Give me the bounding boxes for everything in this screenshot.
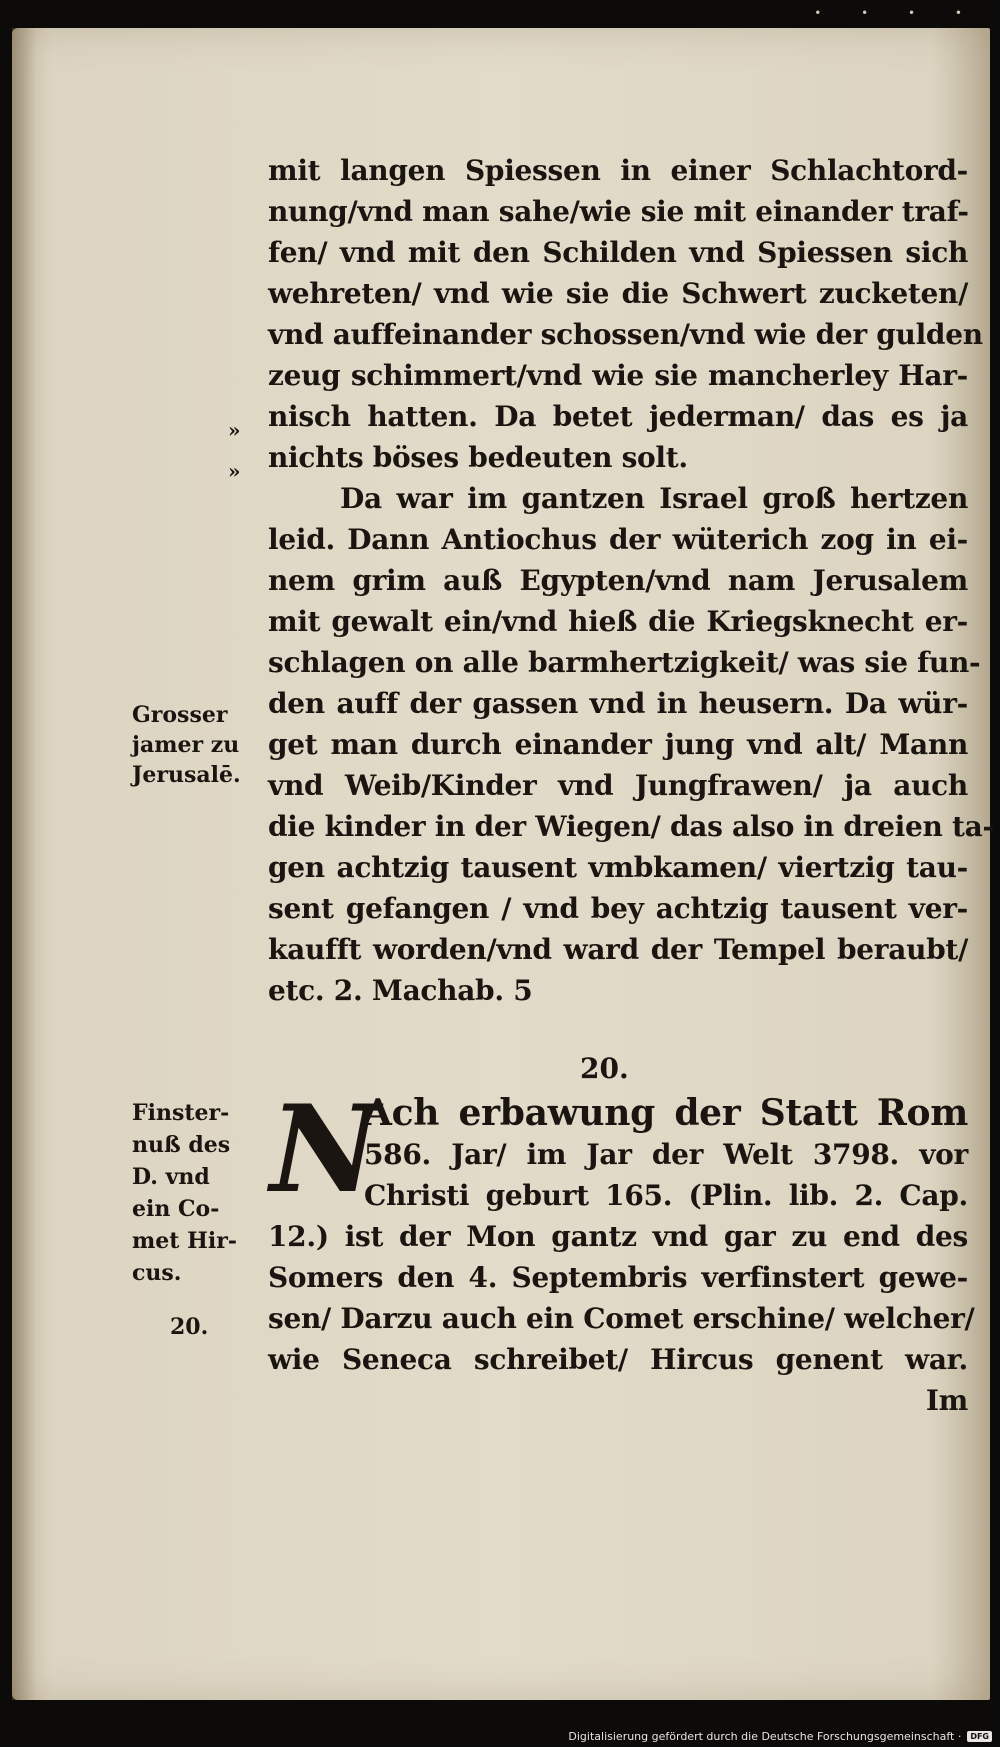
text-line: die kinder in der Wiegen/ das also in dreien ta- xyxy=(268,810,994,843)
chapter-number: 20. xyxy=(580,1052,629,1085)
text-line: kaufft worden/vnd ward der Tempel beraubt/ xyxy=(268,933,968,966)
text-line: Da war im gantzen Israel groß hertzen xyxy=(340,482,968,515)
text-line: Somers den 4. Septembris verfinstert gewe- xyxy=(268,1261,968,1294)
drop-cap: N xyxy=(270,1079,380,1220)
text-line: mit gewalt ein/vnd hieß die Kriegsknecht er- xyxy=(268,605,968,638)
text-line: nung/vnd man sahe/wie sie mit einander traf- xyxy=(268,195,969,228)
margin-note-line: D. vnd xyxy=(132,1164,210,1190)
text-line: den auff der gassen vnd in heusern. Da wür- xyxy=(268,687,968,720)
text-line: Ach erbawung der Statt Rom xyxy=(364,1092,968,1134)
dfg-logo: DFG xyxy=(967,1731,992,1742)
text-line: schlagen on alle barmhertzigkeit/ was sie fun- xyxy=(268,646,981,679)
text-line: nisch hatten. Da betet jederman/ das es ja xyxy=(268,400,968,433)
text-line: sent gefangen / vnd bey achtzig tausent ver- xyxy=(268,892,968,925)
text-line: zeug schimmert/vnd wie sie mancherley Har- xyxy=(268,359,968,392)
margin-note-line: Finster- xyxy=(132,1100,230,1126)
scan-edge-dots: • • • • xyxy=(814,6,980,20)
main-text-block xyxy=(268,150,994,1011)
page-gutter-shadow xyxy=(12,28,36,1700)
text-line: etc. 2. Machab. 5 xyxy=(268,974,533,1007)
quote-mark: » xyxy=(228,418,241,442)
text-line: nichts böses bedeuten solt. xyxy=(268,441,688,474)
margin-note-line: ein Co- xyxy=(132,1196,220,1222)
margin-note-number: 20. xyxy=(170,1314,209,1340)
section-2-text-block xyxy=(268,1092,975,1421)
text-line: nem grim auß Egypten/vnd nam Jerusalem xyxy=(268,564,968,597)
text-line: get man durch einander jung vnd alt/ Mann xyxy=(268,728,968,761)
text-line: fen/ vnd mit den Schilden vnd Spiessen sich xyxy=(268,236,968,269)
margin-note-line: Grosser xyxy=(132,702,228,728)
quote-mark: » xyxy=(228,459,241,483)
text-line: Christi geburt 165. (Plin. lib. 2. Cap. xyxy=(364,1179,968,1212)
margin-note-line: nuß des xyxy=(132,1132,231,1158)
text-line: gen achtzig tausent vmbkamen/ viertzig tau- xyxy=(268,851,968,884)
text-line: 586. Jar/ im Jar der Welt 3798. vor xyxy=(364,1138,968,1171)
text-line: wehreten/ vnd wie sie die Schwert zucketen/ xyxy=(268,277,968,310)
digitization-footer xyxy=(568,1730,992,1743)
margin-note-line: jamer zu xyxy=(132,732,240,758)
text-line: mit langen Spiessen in einer Schlachtord- xyxy=(268,154,968,187)
text-line: sen/ Darzu auch ein Comet erschine/ welcher/ xyxy=(268,1302,975,1335)
margin-note xyxy=(132,1097,237,1289)
margin-note-line: met Hir- xyxy=(132,1228,237,1254)
text-line: leid. Dann Antiochus der wüterich zog in ei- xyxy=(268,523,968,556)
margin-note-line: cus. xyxy=(132,1260,182,1286)
text-line: wie Seneca schreibet/ Hircus genent war. xyxy=(268,1343,968,1376)
footer-text: Digitalisierung gefördert durch die Deutsche Forschungsgemeinschaft · xyxy=(568,1730,962,1743)
margin-note xyxy=(132,700,241,790)
catchword: Im xyxy=(925,1384,968,1417)
text-line: vnd auffeinander schossen/vnd wie der gulden xyxy=(268,318,983,351)
text-line: 12.) ist der Mon gantz vnd gar zu end des xyxy=(268,1220,968,1253)
margin-note-line: Jerusalē. xyxy=(132,762,241,788)
text-line: vnd Weib/Kinder vnd Jungfrawen/ ja auch xyxy=(268,769,968,802)
